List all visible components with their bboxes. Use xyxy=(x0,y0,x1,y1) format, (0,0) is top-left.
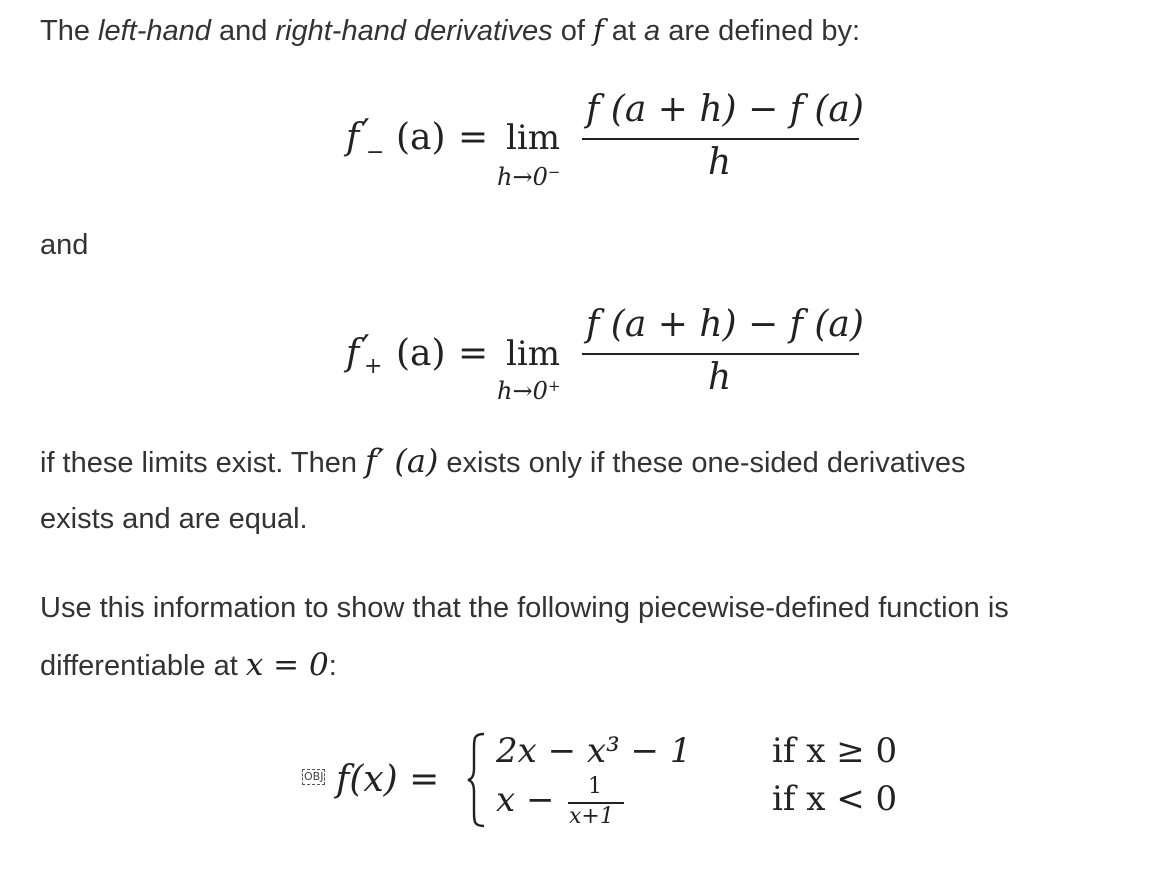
intro-text: at xyxy=(603,15,645,47)
function-symbol: f xyxy=(592,13,604,47)
intro-text: The xyxy=(40,15,99,47)
difference-quotient-numerator: f (a + h) − f (a) xyxy=(586,89,864,130)
para-text: if these limits exist. Then xyxy=(40,447,366,479)
fraction-bar xyxy=(582,138,859,140)
existence-sentence-line2: exists and are equal. xyxy=(40,503,308,535)
lim-subscript xyxy=(497,372,560,405)
object-placeholder-icon: OBJ xyxy=(304,770,324,783)
case1-condition: if x ≥ 0 xyxy=(772,731,898,771)
lhs-f: f xyxy=(346,117,360,158)
piecewise-lhs: f(x) = xyxy=(336,759,440,800)
difference-quotient-denominator: h xyxy=(708,357,732,398)
task-sentence-line2 xyxy=(40,647,337,684)
lhs-argument: (a) xyxy=(396,117,446,158)
lim-subscript-h: h→0 xyxy=(497,163,548,191)
case1-expression: 2x − x³ − 1 xyxy=(496,731,692,771)
lim-subscript-sign: + xyxy=(547,377,561,395)
left-hand-term: left-hand xyxy=(98,15,211,47)
para-text: exists only if these one-sided derivatives xyxy=(438,447,966,479)
para-text: : xyxy=(328,650,337,682)
prime-mark: ′ xyxy=(362,328,370,368)
case2-fraction-denominator: x+1 xyxy=(569,804,614,829)
lhs-argument: (a) xyxy=(396,333,446,374)
lim-subscript xyxy=(497,158,560,191)
case2-fraction-numerator: 1 xyxy=(588,774,602,799)
equals-sign: = xyxy=(458,333,489,374)
case2-expression: x − xyxy=(496,780,555,820)
lim-subscript-sign: − xyxy=(547,163,561,181)
f-prime-of-a: f′ (a) xyxy=(365,442,439,480)
lim-subscript-h: h→0 xyxy=(497,377,548,405)
fraction-bar xyxy=(582,353,859,355)
difference-quotient-denominator: h xyxy=(708,142,732,183)
lhs-f: f xyxy=(346,333,360,374)
intro-text: and xyxy=(210,15,276,47)
case2-condition: if x < 0 xyxy=(772,779,898,819)
plus-subscript: + xyxy=(364,354,383,379)
point-symbol: a xyxy=(644,15,661,47)
prime-mark: ′ xyxy=(362,112,370,152)
equals-sign: = xyxy=(458,117,489,158)
x-equals-zero: x = 0 xyxy=(245,647,329,683)
left-brace-icon xyxy=(466,730,488,830)
minus-subscript: − xyxy=(366,140,385,165)
lim-operator: lim xyxy=(506,334,560,374)
difference-quotient-numerator: f (a + h) − f (a) xyxy=(586,304,864,345)
intro-sentence xyxy=(40,12,860,49)
intro-text: are defined by: xyxy=(660,15,861,47)
and-text: and xyxy=(40,229,89,261)
para-text: differentiable at xyxy=(40,650,246,682)
lim-operator: lim xyxy=(506,118,560,158)
right-hand-derivatives-term: right-hand derivatives xyxy=(275,15,553,47)
existence-sentence xyxy=(40,443,965,481)
task-sentence: Use this information to show that the following piecewise-defined function is xyxy=(40,592,1009,624)
intro-text: of xyxy=(552,15,593,47)
